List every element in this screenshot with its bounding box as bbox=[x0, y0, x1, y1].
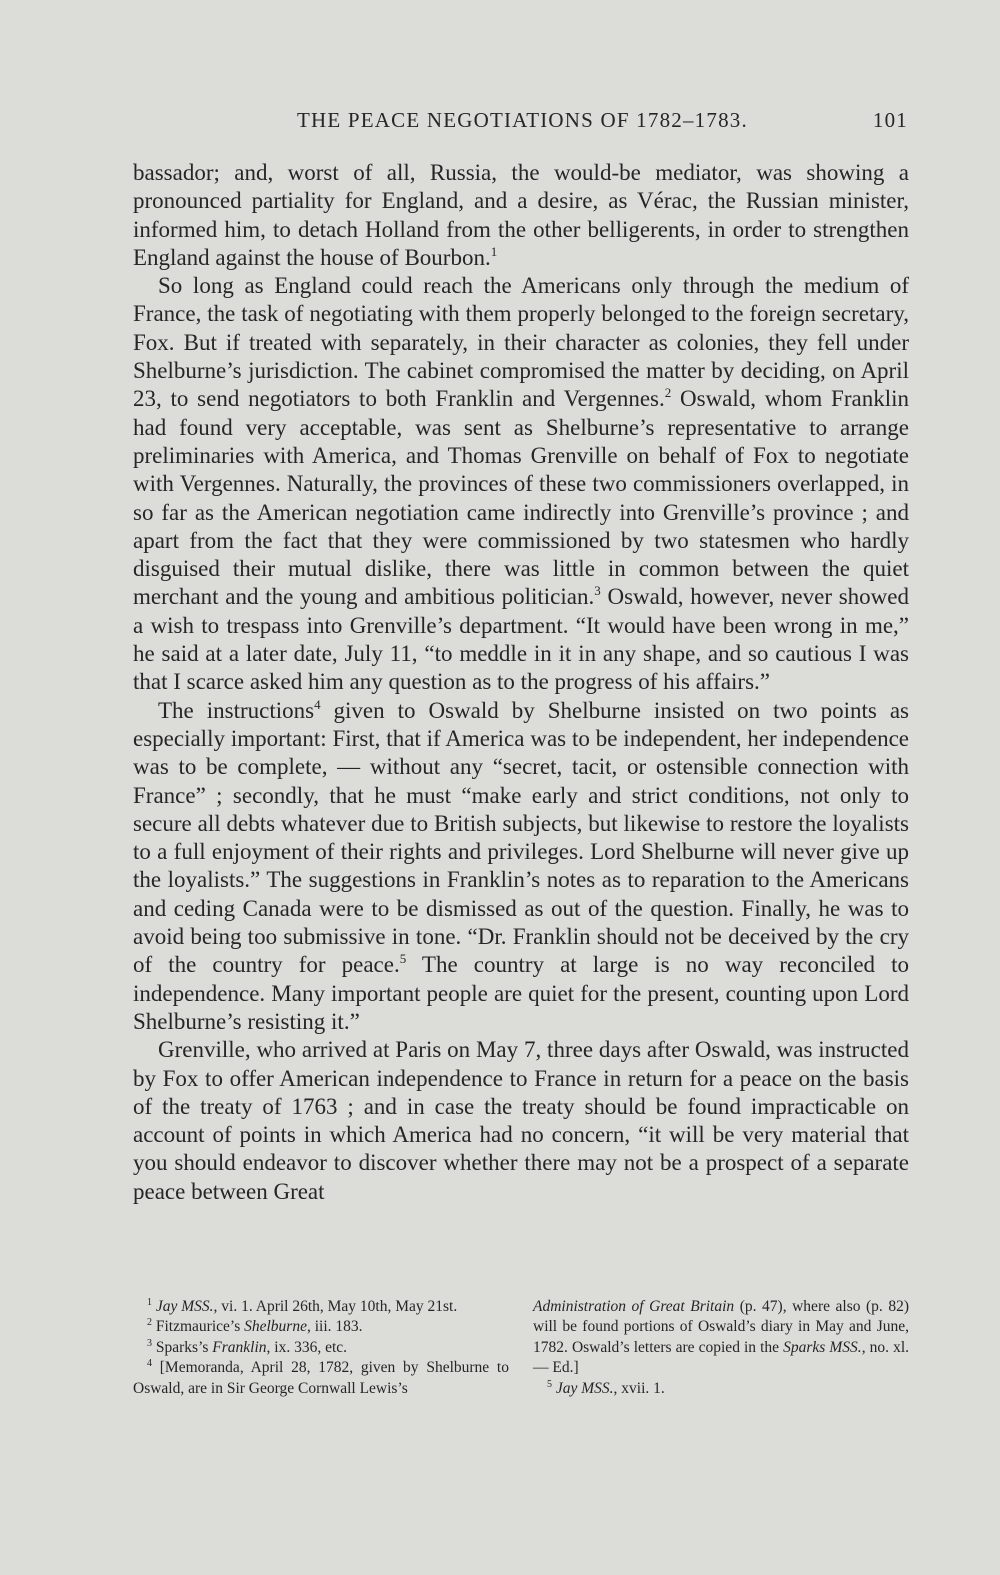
footnote-5-text: , xvii. 1. bbox=[613, 1379, 665, 1397]
footnote-5 bbox=[533, 1379, 909, 1399]
footnote-4-continued bbox=[533, 1297, 909, 1379]
footnote-1-text: , vi. 1. April 26th, May 10th, May 21st. bbox=[213, 1298, 458, 1315]
body-text bbox=[133, 159, 909, 1206]
footnote-ref-1: 1 bbox=[490, 243, 498, 259]
footnote-1-number: 1 bbox=[147, 1297, 152, 1308]
paragraph-3-text-c: The country at large is no way reconciled to independence. Many important people are quiet for the present, counting upon Lord Shelburne’s resisting it.” bbox=[133, 952, 909, 1034]
footnote-5-number: 5 bbox=[547, 1378, 552, 1390]
paragraph-3-text-b: given to Oswald by Shelburne insisted on two points as especially important: First, that if America was to be independent, her independence was to be complete, — without any “secret, tacit, or ostensible connection with France” ; secondly, that he must “make early and strict conditions, not only to secure all debts whatever due to British subjects, but likewise to restore the loyalists to a full enjoyment of their rights and privileges. Lord Shelburne will never give up the loyalists.” The suggestions in Franklin’s notes as to reparation to the Americans and ceding Canada were to be dismissed as out of the question. Finally, he was to avoid being too submissive in tone. “Dr. Franklin should not be deceived by the cry of the country for peace. bbox=[133, 697, 909, 978]
paragraph-3-text-a: The instructions bbox=[158, 697, 315, 723]
paragraph-2-text-a: So long as England could reach the Americans only through the medium of France, the task of negotiating with them properly belonged to the foreign secretary, Fox. But if treated with separately, in their character as colonies, they fell under Shelburne’s jurisdiction. The cabinet compromised the matter by deciding, on April 23, to send negotiators to both Franklin and Vergennes. bbox=[133, 273, 909, 412]
paragraph-2-text-c: Oswald, however, never showed a wish to trespass into Grenville’s department. “It would have been wrong in me,” he said at a later date, July 11, “to meddle in it in any shape, and so cautious I was that I scarce asked him any question as to the progress of his affairs.” bbox=[133, 584, 909, 695]
footnote-4-text-c: , no. xl. — Ed.] bbox=[533, 1338, 910, 1377]
running-title: THE PEACE NEGOTIATIONS OF 1782–1783. bbox=[297, 108, 748, 132]
page-number: 101 bbox=[872, 108, 908, 132]
footnote-ref-2: 2 bbox=[664, 385, 672, 401]
footnote-3 bbox=[133, 1338, 509, 1358]
footnotes bbox=[133, 1297, 909, 1399]
paragraph-1-text: bassador; and, worst of all, Russia, the would-be mediator, was showing a pronounced partiality for England, and a desire, as Vérac, the Russian minister, informed him, to detach Holland from the other belligerents, in order to strengthen England against the house of Bourbon. bbox=[133, 160, 909, 270]
paragraph-4-text: Grenville, who arrived at Paris on May 7, three days after Oswald, was instructed by Fox to offer American independence to France in return for a peace on the basis of the treaty of 1763 ; and in case the treaty should be found impracticable on account of points in which America had no concern, “it will be very material that you should endeavor to discover whether there may not be a prospect of a separate peace between Great bbox=[133, 1037, 909, 1204]
footnote-2-prefix: Fitzmaurice’s bbox=[155, 1318, 245, 1336]
footnote-2-number: 2 bbox=[147, 1317, 152, 1329]
footnote-3-source: Franklin bbox=[212, 1338, 267, 1356]
footnote-4-number: 4 bbox=[147, 1358, 152, 1370]
footnote-2-text: , iii. 183. bbox=[306, 1318, 363, 1336]
footnote-2 bbox=[133, 1317, 509, 1337]
footnote-3-text: , ix. 336, etc. bbox=[266, 1338, 348, 1356]
footnote-4-text-b: (p. 47), where also (p. 82) will be found portions of Oswald’s diary in May and June, 1782. Oswald’s letters are copied in the bbox=[533, 1298, 909, 1356]
footnote-4-source-2: Sparks MSS. bbox=[783, 1338, 862, 1356]
footnote-4-source-1: Administration of Great Britain bbox=[533, 1298, 735, 1315]
footnotes-left-column bbox=[133, 1297, 509, 1399]
footnote-ref-5: 5 bbox=[399, 951, 407, 967]
footnote-ref-4: 4 bbox=[314, 696, 321, 712]
footnote-3-prefix: Sparks’s bbox=[155, 1338, 213, 1356]
footnote-ref-3: 3 bbox=[594, 583, 601, 599]
footnote-4-text-a: [Memoranda, April 28, 1782, given by Shelburne to Oswald, are in Sir George Cornwall Lewis’s bbox=[133, 1359, 509, 1397]
paragraph-4 bbox=[133, 1036, 909, 1206]
paragraph-2-text-b: Oswald, whom Franklin had found very acceptable, was sent as Shelburne’s representative to arrange preliminaries with America, and Thomas Grenville on behalf of Fox to negotiate with Vergennes. Naturally, the provinces of these two commissioners overlapped, in so far as the American negotiation came indirectly into Grenville’s province ; and apart from the fact that they were commissioned by two statesmen who hardly disguised their mutual dislike, there was little in common between the quiet merchant and the young and ambitious politician. bbox=[133, 386, 909, 610]
footnote-1 bbox=[133, 1297, 509, 1317]
footnote-1-source: Jay MSS. bbox=[155, 1298, 214, 1315]
paragraph-2 bbox=[133, 272, 909, 696]
footnote-3-number: 3 bbox=[147, 1337, 152, 1349]
footnote-5-source: Jay MSS. bbox=[555, 1379, 614, 1397]
paragraph-3 bbox=[133, 697, 909, 1037]
footnote-4 bbox=[133, 1358, 509, 1399]
footnotes-right-column bbox=[533, 1297, 909, 1399]
footnote-2-source: Shelburne bbox=[244, 1318, 307, 1336]
paragraph-1 bbox=[133, 159, 909, 272]
